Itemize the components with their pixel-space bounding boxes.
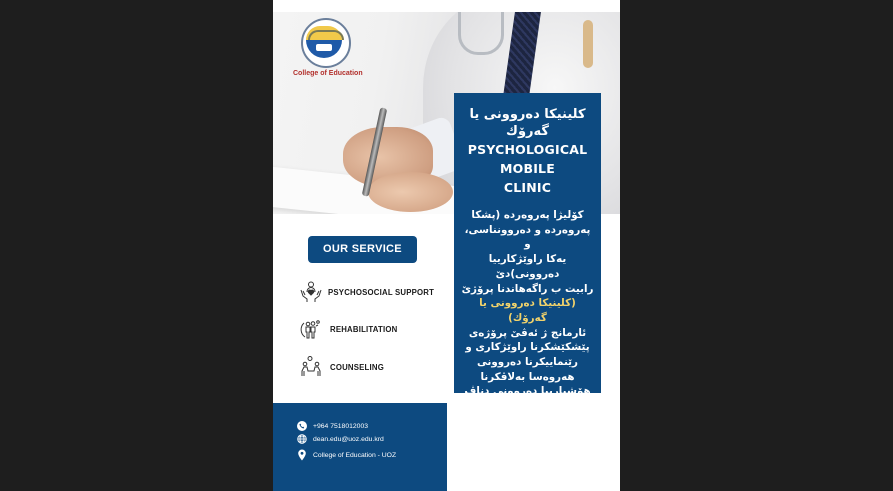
university-seal-icon: [301, 18, 351, 68]
location-text: College of Education - UOZ: [313, 451, 397, 459]
description-line: پەروەردە و دەروونناسی، و: [464, 223, 591, 251]
title-english-line1: PSYCHOLOGICAL: [467, 142, 588, 157]
phone-icon: [297, 421, 307, 431]
description-line: زانکۆیێ، هەروەسا خزمەتکرنا: [480, 400, 575, 427]
clinic-description: [460, 208, 595, 458]
top-band: [273, 0, 620, 12]
description-line: پێشکێشکرنا راوێژکاری و: [465, 341, 590, 354]
clinic-info-box: [454, 93, 601, 457]
counseling-people-icon: [299, 355, 323, 379]
service-item-counseling: [299, 354, 384, 380]
description-line: جڤاکێ مە ژ دەرڤەی زانکۆیێ.: [475, 429, 580, 457]
service-item-rehabilitation: [299, 316, 397, 342]
title-kurdish-line1: كلينيكا دەروونی یا: [469, 107, 586, 122]
logo-caption: College of Education: [293, 70, 363, 77]
email-address: dean.edu@uoz.edu.krd: [313, 435, 384, 443]
description-line: كۆلیژا پەروەردە (پشکا: [471, 209, 584, 221]
flyer-poster: [273, 0, 620, 491]
contact-location[interactable]: [297, 450, 396, 460]
service-label: PSYCHOSOCIAL SUPPORT: [328, 287, 435, 297]
phone-number: +964 7518012003: [313, 422, 368, 430]
our-service-heading: OUR SERVICE: [308, 236, 417, 263]
description-line: هەروەسا بەلاڤکرنا: [480, 370, 575, 383]
rehabilitation-people-icon: [299, 317, 323, 341]
service-label: COUNSELING: [330, 362, 384, 372]
title-english-line2: MOBILE: [500, 161, 555, 176]
description-line: رابیت ب راگەهاندنا پرۆژێ: [461, 282, 594, 295]
contact-email[interactable]: [297, 434, 384, 444]
title-english-line3: CLINIC: [503, 180, 552, 195]
college-logo: [293, 18, 363, 77]
other-hand-shape: [368, 172, 453, 212]
globe-icon: [297, 434, 307, 444]
location-pin-icon: [297, 450, 307, 460]
description-line: یەکا راوێژکارییا دەروونی)دێ: [488, 253, 567, 280]
description-line: رێنماییکرنا دەروونی: [477, 356, 578, 369]
description-line: هۆشیارییا دەروونی دناڤ: [464, 385, 591, 398]
description-highlight: (كلينيكا دەروونی یا گەرۆك): [479, 297, 576, 324]
hands-heart-icon: [299, 280, 323, 304]
service-label: REHABILITATION: [330, 324, 398, 334]
contact-footer: [273, 403, 447, 491]
contact-phone[interactable]: [297, 421, 368, 431]
stethoscope-shape: [458, 12, 504, 55]
title-kurdish-line2: گەرۆك: [506, 124, 549, 139]
pocket-item-shape: [583, 20, 593, 68]
description-line: ئارمانج ژ ئەڤێ پرۆژەی: [468, 326, 587, 339]
service-item-psychosocial-support: [299, 279, 434, 305]
